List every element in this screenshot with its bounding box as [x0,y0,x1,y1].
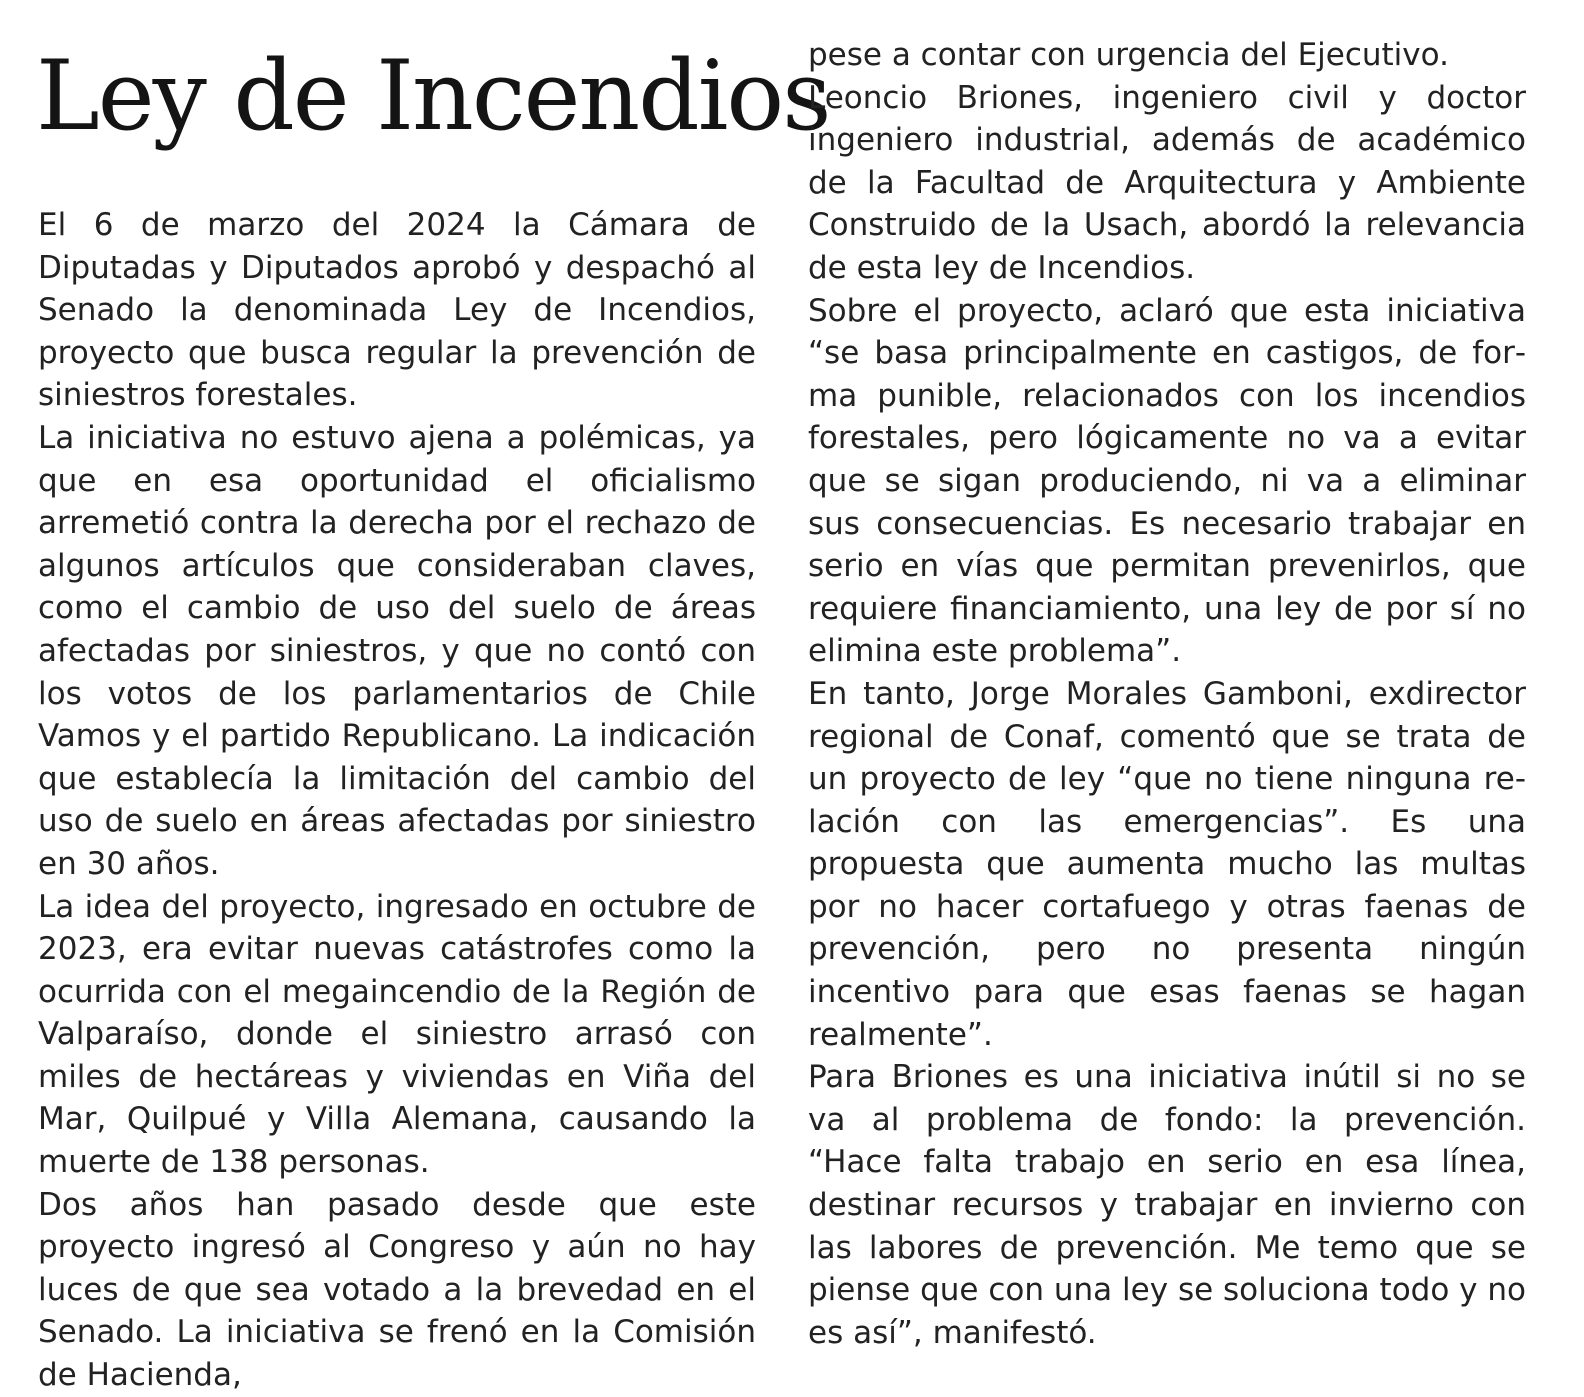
right-column [808,34,1526,1354]
paragraph-closing: Para Briones es una iniciativa inútil si no se va al problema de fondo: la prevención. “Hace falta trabajo en serio en esa línea, destinar recursos y trabajar en invierno con las labores de prevención. Me temo que se piense que con una ley se soluciona todo y no es así”, manifestó. [808,1059,1526,1351]
paragraph-briones-intro: Leoncio Briones, ingeniero civil y doctor ingeniero industrial, además de académico de la Facultad de Arquitectura y Ambiente Construido de la Usach, abordó la relevancia de esta ley de Incendios. [808,79,1526,286]
left-column [38,204,756,1397]
article-title: Ley de Incendios [36,40,830,152]
paragraph-controversy: La iniciativa no estuvo ajena a polémicas, ya que en esa oportunidad el oficialismo arremetió contra la derecha por el rechazo de algunos artículos que consideraban claves, como el cambio de uso del suelo de áreas afectadas por siniestros, y que no contó con los votos de los parlamentarios de Chile Vamos y el partido Republicano. La indicación que establecía la limitación del cambio del uso de suelo en áreas afectadas por siniestro en 30 años. [38,419,756,882]
paragraph-briones-quote: Sobre el proyecto, aclaró que esta iniciativa “se basa principalmente en castigos, de forma punible, relacionados con los incendios forestales, pero lógicamente no va a evitar que se sigan produciendo, ni va a eliminar sus consecuencias. Es necesario trabajar en serio en vías que permitan prevenirlos, que requiere financiamiento, una ley de por sí no elimina este problema”. [808,292,1526,670]
paragraph-two-years: Dos años han pasado desde que este proyecto ingresó al Congreso y aún no hay luces de que sea votado a la brevedad en el Senado. La iniciativa se frenó en la Comisión de Hacienda, [38,1186,756,1394]
paragraph-continuation: pese a contar con urgencia del Ejecutivo. [808,37,1449,73]
paragraph-project-idea: La idea del proyecto, ingresado en octubre de 2023, era evitar nuevas catástrofes como la ocurrida con el megaincendio de la Región de Valparaíso, donde el siniestro arrasó con miles de hectáreas y viviendas en Viña del Mar, Quilpué y Villa Alemana, causando la muerte de 138 personas. [38,888,756,1181]
paragraph-morales-quote: En tanto, Jorge Morales Gamboni, exdirector regional de Conaf, comentó que se trata de un proyecto de ley “que no tiene ninguna relación con las emergencias”. Es una propuesta que aumenta mucho las multas por no hacer cortafuego y otras faenas de prevención, pero no presenta ningún incentivo para que esas faenas se hagan realmente”. [808,675,1526,1053]
paragraph-intro: El 6 de marzo del 2024 la Cámara de Diputadas y Diputados aprobó y despachó al Senado la denominada Ley de Incendios, proyecto que busca regular la prevención de siniestros forestales. [38,207,756,414]
